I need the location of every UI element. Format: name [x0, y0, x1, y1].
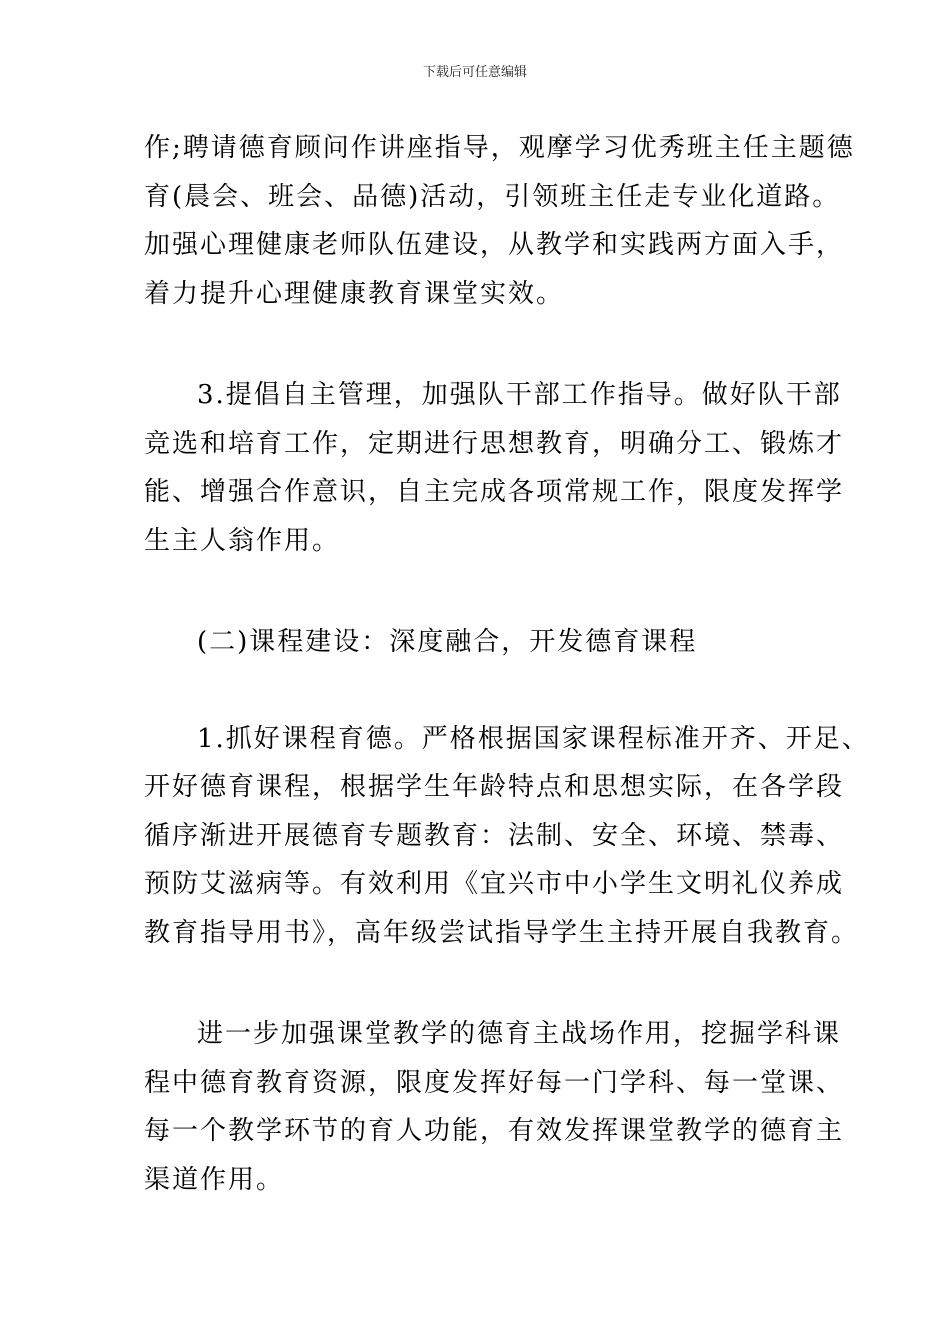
text-line: 渠道作用。 — [144, 1164, 285, 1195]
text-line: 能、增强合作意识，自主完成各项常规工作，限度发挥学 — [144, 477, 845, 507]
section-heading: (二)课程建设：深度融合，开发德育课程 — [197, 627, 698, 657]
text-line: 预防艾滋病等。有效利用《宜兴市中小学生文明礼仪养成 — [144, 869, 845, 899]
text-line: 3.提倡自主管理，加强队干部工作指导。做好队干部 — [197, 380, 842, 410]
paragraph-curriculum-moral — [144, 715, 870, 958]
text-line: 每一个教学环节的育人功能，有效发挥课堂教学的德育主 — [144, 1116, 845, 1146]
text-line: 加强心理健康老师队伍建设，从教学和实践两方面入手， — [144, 230, 845, 260]
text-line: 教育指导用书》，高年级尝试指导学生主持开展自我教育。 — [144, 917, 860, 948]
text-line: 1.抓好课程育德。严格根据国家课程标准开齐、开足、 — [197, 723, 870, 754]
paragraph-classroom-teaching — [144, 1010, 845, 1204]
text-line: 着力提升心理健康教育课堂实效。 — [144, 278, 565, 309]
paragraph-teacher-training — [144, 124, 855, 318]
paragraph-self-management — [144, 371, 845, 565]
text-line: 进一步加强课堂教学的德育主战场作用，挖掘学科课 — [197, 1019, 842, 1049]
text-line: 竞选和培育工作，定期进行思想教育，明确分工、锻炼才 — [144, 428, 845, 459]
section-heading-curriculum — [144, 618, 824, 667]
text-line: 作;聘请德育顾问作讲座指导，观摩学习优秀班主任主题德 — [144, 133, 855, 163]
text-line: 开好德育课程，根据学生年龄特点和思想实际，在各学段 — [144, 772, 845, 802]
page-header: 下载后可任意编辑 — [422, 65, 527, 80]
text-line: 循序渐进开展德育专题教育：法制、安全、环境、禁毒、 — [144, 820, 845, 851]
text-line: 育(晨会、班会、品德)活动，引领班主任走专业化道路。 — [144, 181, 841, 212]
text-line: 生主人翁作用。 — [144, 525, 341, 556]
text-line: 程中德育教育资源，限度发挥好每一门学科、每一堂课、 — [144, 1067, 845, 1098]
document-body — [144, 124, 870, 1204]
